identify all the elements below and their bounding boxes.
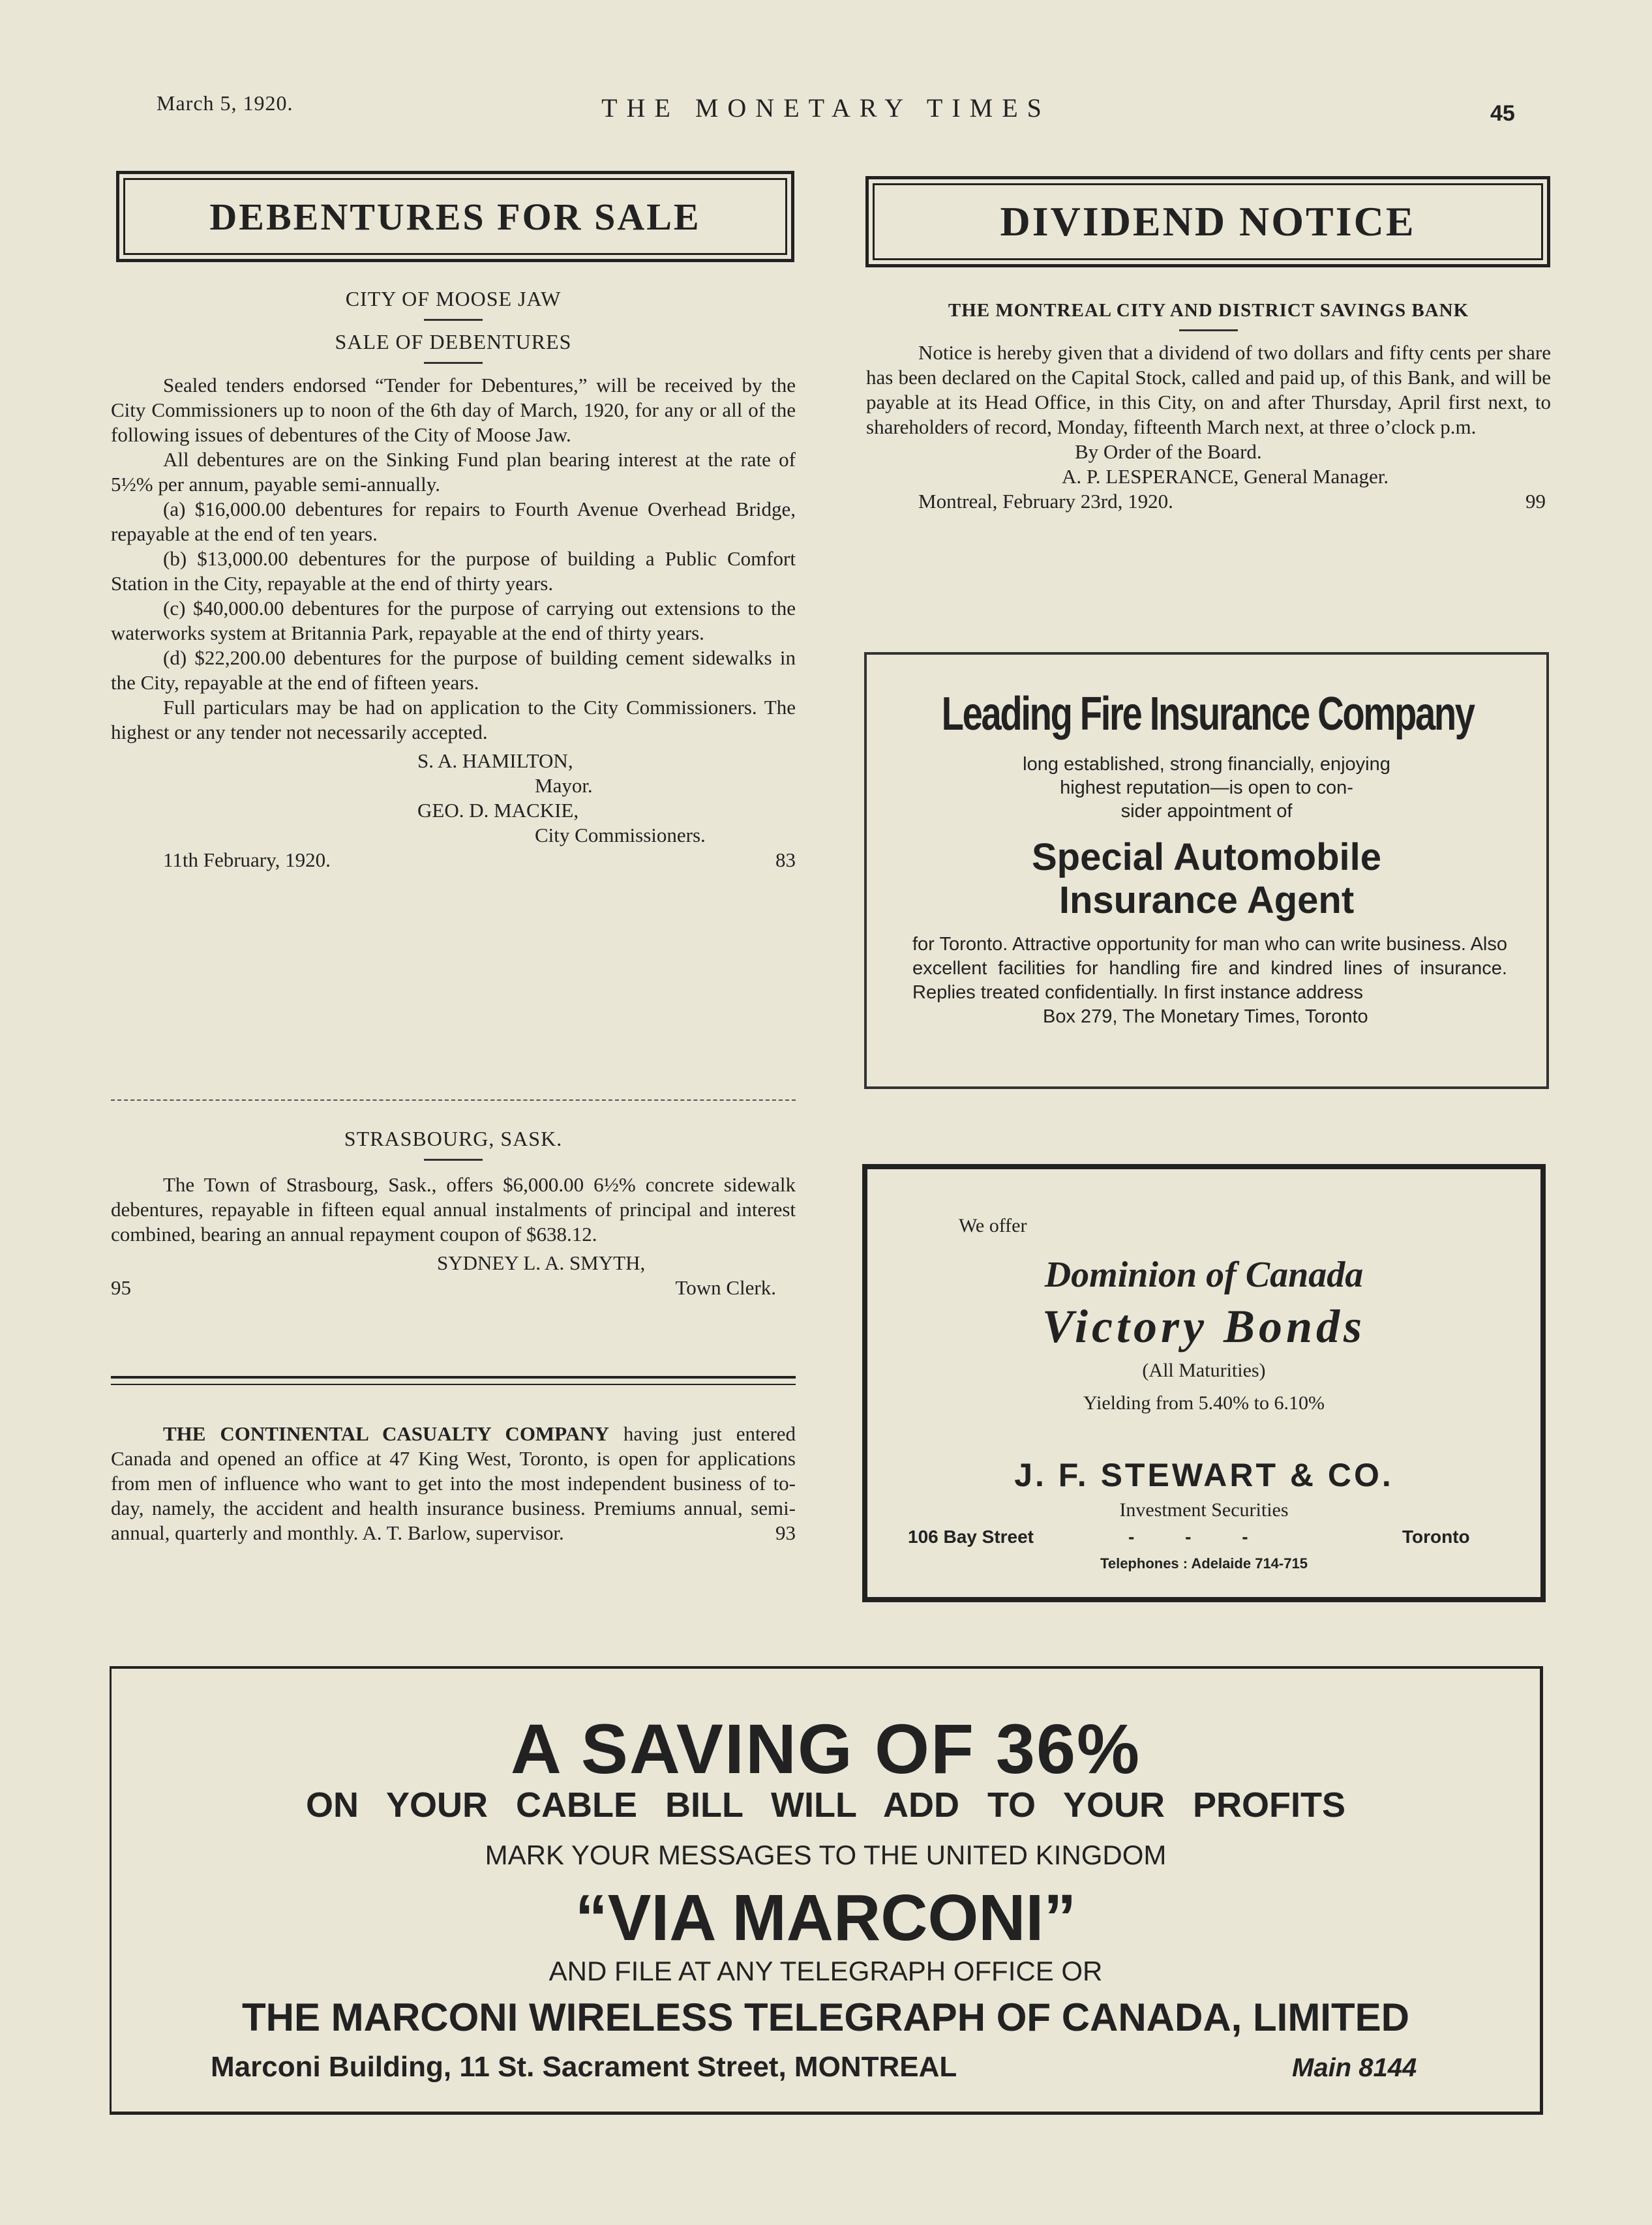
section-divider — [111, 1384, 796, 1385]
paragraph: All debentures are on the Sinking Fund plan bearing interest at the rate of 5½% per annum, payable semi-annually. — [111, 448, 796, 496]
notice-footer — [111, 848, 796, 873]
fire-insurance-ad — [864, 652, 1549, 1089]
signature-name: GEO. D. MACKIE, — [417, 799, 579, 822]
dividend-notice — [866, 300, 1551, 514]
debenture-item-d: (d) $22,200.00 debentures for the purpose of building cement sidewalks in the City, repayable at the end of fifteen years. — [111, 646, 796, 694]
ad-line: sider appointment of — [1120, 801, 1293, 822]
order-line: By Order of the Board. — [1075, 440, 1262, 463]
ad-subheadline: ON YOUR CABLE BILL WILL ADD TO YOUR PROFITS — [305, 1785, 1346, 1825]
ad-offer: We offer — [959, 1215, 1027, 1236]
masthead: THE MONETARY TIMES — [601, 93, 1051, 123]
notice-number: 95 — [111, 1276, 131, 1299]
signature-title: Mayor. — [535, 774, 593, 797]
debenture-item-c: (c) $40,000.00 debentures for the purpose of carrying out extensions to the waterworks system at Britannia Park, repayable at the end of thirty years. — [111, 597, 796, 644]
continental-body: having just entered Canada and opened an office at 47 King West, Toronto, is open for applications from men of influence who want to get into the most independent business of to-day, namely, the accident and health insurance business. Premiums annual, semi-annual, quarterly and monthly. A. T. Barlow, supervisor. — [111, 1422, 796, 1544]
ad-headline: Leading Fire Insurance Company — [941, 688, 1474, 740]
notice-number: 93 — [775, 1521, 796, 1544]
signature-name: SYDNEY L. A. SMYTH, — [437, 1251, 646, 1274]
firm-phone: Telephones : Adelaide 714-715 — [1100, 1555, 1308, 1572]
ad-dashes: - - - — [1128, 1527, 1248, 1547]
divider — [424, 362, 483, 364]
company-name: THE CONTINENTAL CASUALTY COMPANY — [163, 1422, 609, 1445]
strasbourg-notice — [111, 1127, 796, 1300]
page-number: 45 — [1490, 101, 1515, 126]
signature-title: City Commissioners. — [535, 824, 706, 846]
debentures-heading-box — [116, 171, 794, 262]
moose-jaw-title: CITY OF MOOSE JAW — [345, 287, 562, 310]
notice-footer — [866, 489, 1551, 514]
moose-jaw-subtitle: SALE OF DEBENTURES — [335, 330, 572, 353]
ad-role: Insurance Agent — [1059, 879, 1355, 921]
ad-via-marconi: “VIA MARCONI” — [575, 1881, 1077, 1954]
paragraph: Notice is hereby given that a dividend of two dollars and fifty cents per share has been declared on the Capital Stock, called and paid up, of this Bank, and will be payable at its Head Office, in this City, on and after Thursday, April first next, to shareholders of record, Monday, fifteenth March next, at three o’clock p.m. — [866, 341, 1551, 438]
marconi-ad — [110, 1666, 1543, 2115]
ad-line: long established, strong financially, enjoying — [1023, 754, 1390, 775]
debenture-item-b: (b) $13,000.00 debentures for the purpose of building a Public Comfort Station in the City, repayable at the end of thirty years. — [111, 547, 796, 595]
company-phone: Main 8144 — [1292, 2053, 1417, 2082]
ad-role: Special Automobile — [1031, 836, 1382, 878]
section-divider — [111, 1099, 796, 1101]
firm-sub: Investment Securities — [1119, 1499, 1289, 1521]
victory-bonds-ad — [862, 1164, 1546, 1602]
ad-line: highest reputation—is open to con- — [1060, 777, 1353, 798]
ad-body: for Toronto. Attractive opportunity for man who can write business. Also excellent facilities for handling fire and kindred lines of insurance. Replies treated confidentially. In first instance address — [912, 934, 1507, 1003]
section-divider — [111, 1376, 796, 1379]
ad-maturities: (All Maturities) — [1142, 1360, 1266, 1381]
ad-headline: A SAVING OF 36% — [510, 1709, 1141, 1788]
ad-line: AND FILE AT ANY TELEGRAPH OFFICE OR — [548, 1956, 1103, 1986]
company-name: THE MARCONI WIRELESS TELEGRAPH OF CANADA, LIMITED — [242, 1995, 1409, 2039]
ad-address: Box 279, The Monetary Times, Toronto — [1043, 1006, 1368, 1027]
debentures-heading: DEBENTURES FOR SALE — [209, 195, 701, 238]
dividend-heading-box — [865, 176, 1550, 267]
paragraph: The Town of Strasbourg, Sask., offers $6,000.00 6½% concrete sidewalk debentures, repayable in fifteen equal annual instalments of principal and interest combined, bearing an annual repayment coupon of $638.12. — [111, 1173, 796, 1246]
firm-street: 106 Bay Street — [908, 1527, 1034, 1547]
strasbourg-title: STRASBOURG, SASK. — [344, 1127, 563, 1150]
dividend-heading: DIVIDEND NOTICE — [1000, 198, 1416, 245]
paragraph: Sealed tenders endorsed “Tender for Debentures,” will be received by the City Commissioners up to noon of the 6th day of March, 1920, for any or all of the following issues of debentures of the City of Moose Jaw. — [111, 374, 796, 446]
ad-line: MARK YOUR MESSAGES TO THE UNITED KINGDOM — [485, 1840, 1167, 1870]
notice-footer — [111, 1276, 796, 1300]
firm-name: J. F. STEWART & CO. — [1014, 1457, 1394, 1493]
bank-name: THE MONTREAL CITY AND DISTRICT SAVINGS BANK — [948, 300, 1469, 321]
notice-date: Montreal, February 23rd, 1920. — [918, 490, 1173, 513]
debenture-item-a: (a) $16,000.00 debentures for repairs to Fourth Avenue Overhead Bridge, repayable at the end of ten years. — [111, 498, 796, 545]
moose-jaw-notice — [111, 287, 796, 873]
issue-date: March 5, 1920. — [157, 91, 293, 115]
ad-yield: Yielding from 5.40% to 6.10% — [1083, 1392, 1325, 1414]
signature-title: Town Clerk. — [675, 1276, 776, 1299]
notice-number: 99 — [1525, 490, 1546, 513]
signature-name: S. A. HAMILTON, — [417, 749, 573, 772]
signature: A. P. LESPERANCE, General Manager. — [1062, 465, 1389, 488]
notice-number: 83 — [775, 848, 796, 871]
ad-title: Victory Bonds — [1042, 1300, 1366, 1352]
divider — [424, 1159, 483, 1161]
paragraph: Full particulars may be had on application to the City Commissioners. The highest or any tender not necessarily accepted. — [111, 696, 796, 743]
divider — [1179, 329, 1238, 331]
divider — [424, 319, 483, 321]
ad-title: Dominion of Canada — [1044, 1255, 1364, 1295]
continental-notice — [111, 1422, 796, 1546]
firm-city: Toronto — [1402, 1527, 1470, 1547]
company-address: Marconi Building, 11 St. Sacrament Street, MONTREAL — [211, 2051, 957, 2083]
notice-date: 11th February, 1920. — [163, 848, 331, 871]
